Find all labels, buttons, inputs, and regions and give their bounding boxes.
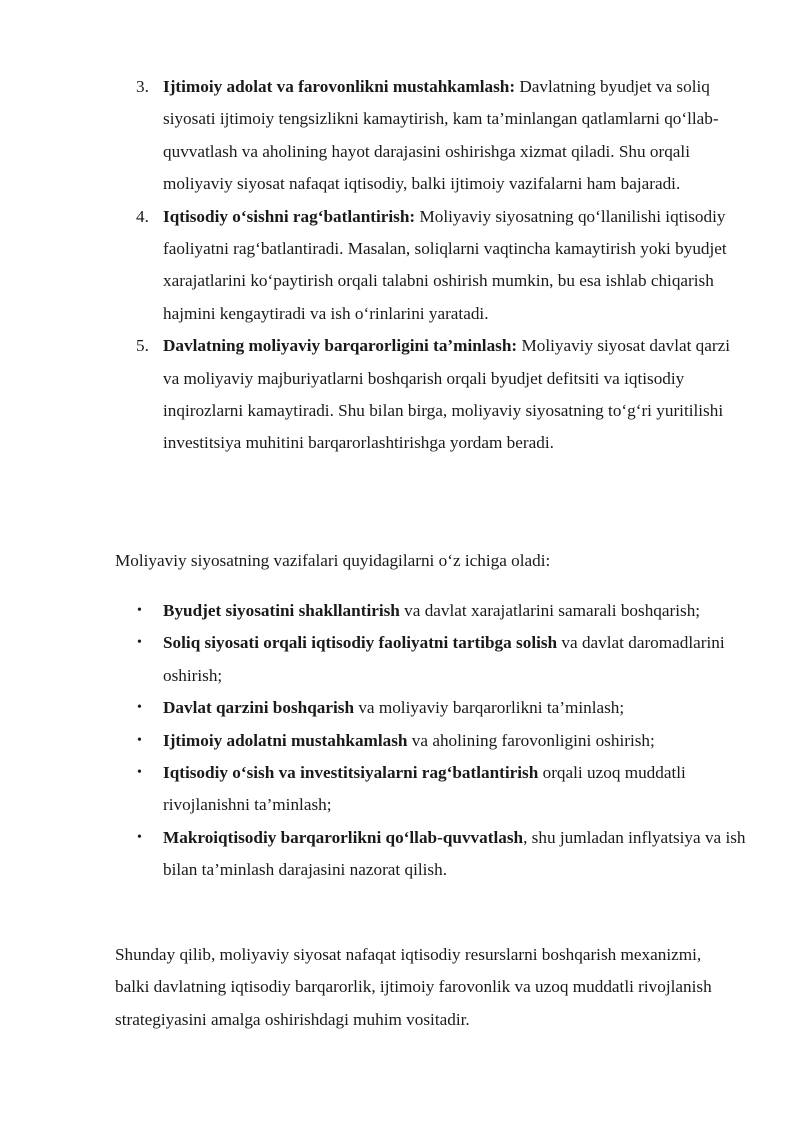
item-text: Davlatning byudjet va soliq siyosati ijtimoiy tengsizlikni kamaytirish, kam ta’minlangan qatlamlarni qo‘llab-quvvatlash va aholining hayot darajasini oshirishga xizmat qiladi. Shu orqali moliyaviy siyosat nafaqat iqtisodiy, balki ijtimoiy vazifalarni ham bajaradi.	[163, 77, 719, 194]
intro-paragraph: Moliyaviy siyosatning vazifalari quyidagilarni o‘z ichiga oladi:	[115, 551, 551, 570]
item-number: 3.	[136, 77, 149, 96]
bullet-term: Byudjet siyosatini shakllantirish	[163, 601, 400, 620]
bullet-item	[0, 757, 748, 822]
bullet-term: Soliq siyosati orqali iqtisodiy faoliyatni tartibga solish	[163, 633, 558, 653]
bullet-text: va aholining farovonligini oshirish;	[407, 730, 655, 750]
bullet-term: Davlat qarzini boshqarish	[163, 698, 355, 718]
item-number: 4.	[136, 206, 149, 226]
list-item	[0, 71, 748, 201]
bullet-item	[0, 725, 748, 757]
bullet-item	[0, 822, 748, 887]
bullet-icon: •	[137, 700, 142, 716]
bullet-term: Ijtimoiy adolatni mustahkamlash	[163, 730, 408, 750]
list-item	[0, 330, 748, 460]
bullet-term: Makroiqtisodiy barqarorlikni qo‘llab-quvvatlash	[163, 827, 524, 847]
bullet-icon: •	[137, 829, 142, 845]
bullet-item	[0, 627, 748, 692]
bullet-list	[0, 595, 800, 887]
bullet-text: , shu jumladan inflyatsiya va ish bilan ta’minlash darajasini nazorat qilish.	[163, 827, 746, 880]
bullet-text: va moliyaviy barqarorlikni ta’minlash;	[354, 698, 625, 718]
bullet-term: Iqtisodiy o‘sish va investitsiyalarni rag‘batlantirish	[163, 763, 539, 783]
item-number: 5.	[136, 336, 149, 356]
bullet-icon: •	[137, 765, 142, 781]
item-text: Moliyaviy siyosatning qo‘llanilishi iqtisodiy faoliyatni rag‘batlantiradi. Masalan, soliqlarni vaqtincha kamaytirish yoki byudjet xarajatlarini ko‘paytirish orqali talabni oshirish mumkin, bu esa ishlab chiqarish hajmini kengaytiradi va ish o‘rinlarini yaratadi.	[163, 206, 727, 323]
bullet-text: va davlat daromadlarini oshirish;	[163, 633, 725, 685]
bullet-item	[0, 692, 748, 724]
list-item	[0, 201, 748, 331]
bullet-text: va davlat xarajatlarini samarali boshqarish;	[399, 601, 701, 620]
item-term: Iqtisodiy o‘sishni rag‘batlantirish:	[163, 206, 416, 226]
numbered-list	[0, 71, 800, 460]
bullet-icon: •	[137, 732, 142, 748]
bullet-icon: •	[137, 635, 142, 651]
bullet-item	[0, 595, 748, 627]
bullet-text: orqali uzoq muddatli rivojlanishni ta’minlash;	[163, 763, 686, 815]
item-term: Davlatning moliyaviy barqarorligini ta’minlash:	[163, 336, 518, 356]
conclusion-paragraph: Shunday qilib, moliyaviy siyosat nafaqat iqtisodiy resurslarni boshqarish mexanizmi, balki davlatning iqtisodiy barqarorlik, ijtimoiy farovonlik va uzoq muddatli rivojlanish strategiyasini amalga oshirishdagi muhim vositadir.	[115, 945, 712, 1029]
bullet-icon: •	[137, 603, 142, 618]
item-term: Ijtimoiy adolat va farovonlikni mustahkamlash:	[163, 77, 516, 96]
item-text: Moliyaviy siyosat davlat qarzi va moliyaviy majburiyatlarni boshqarish orqali byudjet defitsiti va iqtisodiy inqirozlarni kamaytiradi. Shu bilan birga, moliyaviy siyosatning to‘g‘ri yuritilishi investitsiya muhitini barqarorlashtirishga yordam beradi.	[163, 336, 731, 453]
